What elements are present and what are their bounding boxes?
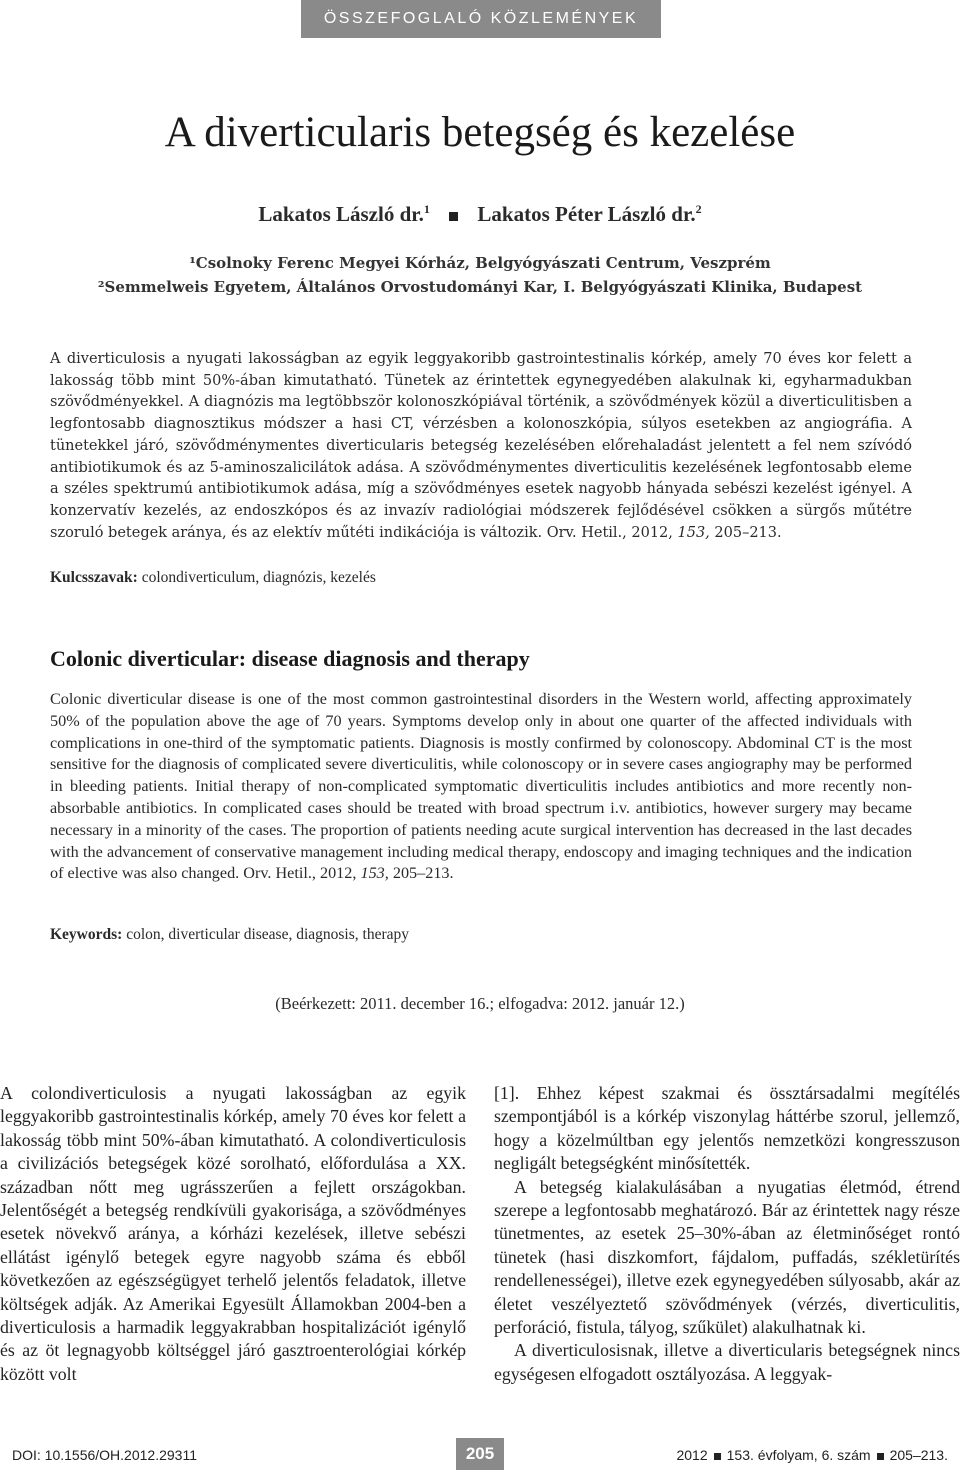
page-number: 205	[456, 1438, 504, 1470]
keywords-en-label: Keywords:	[50, 926, 123, 943]
keywords-english	[50, 926, 409, 944]
keywords-en-list: colon, diverticular disease, diagnosis, therapy	[122, 926, 409, 943]
abstract-hu-pages: 205–213.	[709, 524, 782, 541]
body-paragraph: A colondiverticulosis a nyugati lakosságban az egyik leggyakoribb gastrointestinalis kórkép, amely 70 éves kor felett a lakosság több mint 50%-ában kimutatható. A colondiverticulosis a civilizációs betegségek közé sorolható, előfordulása a XX. században nőtt meg ugrásszerűen a fejlett országokban. Jelentőségét a betegség rendkívüli gyakorisága, a szövődményes esetek növekvő aránya, a kórházi kezelések, illetve sebészi ellátást igénylő betegek egyre nagyobb száma és ebből következően az egészségügyet terhelő jelentős feladatok, illetve költségek adják. Az Amerikai Egyesült Államokban 2004-ben a diverticulosis a harmadik leggyakrabban hospitalizációt igénylő és az öt legnagyobb költséggel járó gasztroenterológiai kórkép között volt	[0, 1083, 466, 1384]
article-title: A diverticularis betegség és kezelése	[164, 109, 796, 156]
body-paragraph: [1]. Ehhez képest szakmai és össztársadalmi megítélés szempontjából is a kórkép viszonylag háttérbe szorul, jellemző, hogy a közelmúltban egy jelentős nemzetközi kongresszuson negligált betegségként minősítették.	[494, 1083, 960, 1174]
keywords-hungarian	[50, 569, 376, 587]
abstract-hu-volume: 153,	[677, 524, 710, 541]
author-line	[0, 202, 960, 227]
issue-info	[676, 1447, 948, 1463]
body-column-left	[0, 1082, 466, 1386]
abstract-en-pages: 205–213.	[388, 864, 454, 883]
abstract-en-volume: 153,	[360, 864, 389, 883]
author-2: Lakatos Péter László dr.	[477, 202, 696, 226]
affiliation-1: ¹Csolnoky Ferenc Megyei Kórház, Belgyógyászati Centrum, Veszprém	[189, 254, 771, 272]
received-dates: (Beérkezett: 2011. december 16.; elfogadva: 2012. január 12.)	[275, 994, 685, 1013]
author-1: Lakatos László dr.	[258, 202, 424, 226]
separator-square-icon	[714, 1453, 721, 1460]
issue-volume: 153. évfolyam, 6. szám	[726, 1447, 871, 1463]
author-2-affil: 2	[695, 202, 702, 216]
doi-link[interactable]: DOI: 10.1556/OH.2012.29311	[12, 1447, 197, 1463]
issue-pages: 205–213.	[889, 1447, 948, 1463]
english-title: Colonic diverticular: disease diagnosis and therapy	[50, 646, 530, 671]
keywords-hu-label: Kulcsszavak:	[50, 569, 138, 586]
body-paragraph: A diverticulosisnak, illetve a diverticularis betegségnek nincs egységesen elfogadott osztályozása. A leggyak-	[494, 1340, 960, 1384]
body-column-right	[494, 1082, 960, 1386]
author-1-affil: 1	[423, 202, 430, 216]
separator-square-icon	[877, 1453, 884, 1460]
page-footer	[0, 1438, 960, 1470]
author-separator-square-icon	[449, 212, 458, 221]
keywords-hu-list: colondiverticulum, diagnózis, kezelés	[137, 569, 376, 586]
issue-year: 2012	[676, 1447, 708, 1463]
affiliation-2: ²Semmelweis Egyetem, Általános Orvostudományi Kar, I. Belgyógyászati Klinika, Budapest	[97, 278, 863, 296]
abstract-hu-text: A diverticulosis a nyugati lakosságban az egyik leggyakoribb gastrointestinalis kórkép, amely 70 éves kor felett a lakosság több mint 50%-ában kimutatható. Tünetek az érintettek egynegyedében alakulnak ki, egyharmadukban szövődményekkel. A diagnózis ma legtöbbször kolonoszkópiával történik, a szövődmények közül a diverticulitisben a legfontosabb diagnosztikus módszer a hasi CT, vérzésben a kolonoszkópia, súlyos esetekben az angiográfia. A tünetekkel járó, szövődménymentes diverticularis betegség kezelésében előrehaladást jelentett a fel nem szívódó antibiotikumok és az 5-aminoszalicilátok adása. A szövődménymentes diverticulitis kezelésének legfontosabb eleme a széles spektrumú antibiotikumok adása, míg a szövődményes esetek nagyobb hányada sebészi kezelést igényel. A konzervatív kezelés, az endoszkópos és az invazív radiológiai módszerek fejlődésével csökken a sürgős műtétre szoruló betegek aránya, és az elektív műtéti indikációja is változik. Orv. Hetil., 2012,	[50, 351, 912, 541]
abstract-english	[50, 689, 912, 885]
abstract-en-text: Colonic diverticular disease is one of the most common gastrointestinal disorders in the Western world, affecting approximately 50% of the population above the age of 70 years. Symptoms develop only in about one quarter of the affected individuals with complications in one-third of the symptomatic patients. Diagnosis is mostly confirmed by colonoscopy. Abdominal CT is the most sensitive for the diagnosis of complicated severe diverticulitis, while colonoscopy or in severe cases angiography may be performed in bleeding patients. Initial therapy of non-complicated symptomatic diverticulitis includes antibiotics and more recently non-absorbable antibiotics. In complicated cases should be treated with broad spectrum i.v. antibiotics, however surgery may became necessary in a minority of the cases. The proportion of patients needing acute surgical intervention has decreased in the last decades with the advancement of conservative management including medical therapy, endoscopy and imaging techniques and the indication of elective was also changed. Orv. Hetil., 2012,	[50, 690, 912, 883]
section-banner: ÖSSZEFOGLALÓ KÖZLEMÉNYEK	[301, 0, 661, 38]
abstract-hungarian	[50, 349, 912, 544]
body-paragraph: A betegség kialakulásában a nyugatias életmód, étrend szerepe a legfontosabb meghatározó. Bár az érintettek nagy része tünetmentes, az esetek 25–30%-ában az életminőséget rontó tünetek (hasi diszkomfort, fájdalom, puffadás, székletürítés rendellenességei), illetve ezek egynegyedében súlyosabb, akár az életet veszélyeztető szövődmények (vérzés, diverticulitis, perforáció, fistula, tályog, szűkület) alakulhatnak ki.	[494, 1176, 960, 1338]
